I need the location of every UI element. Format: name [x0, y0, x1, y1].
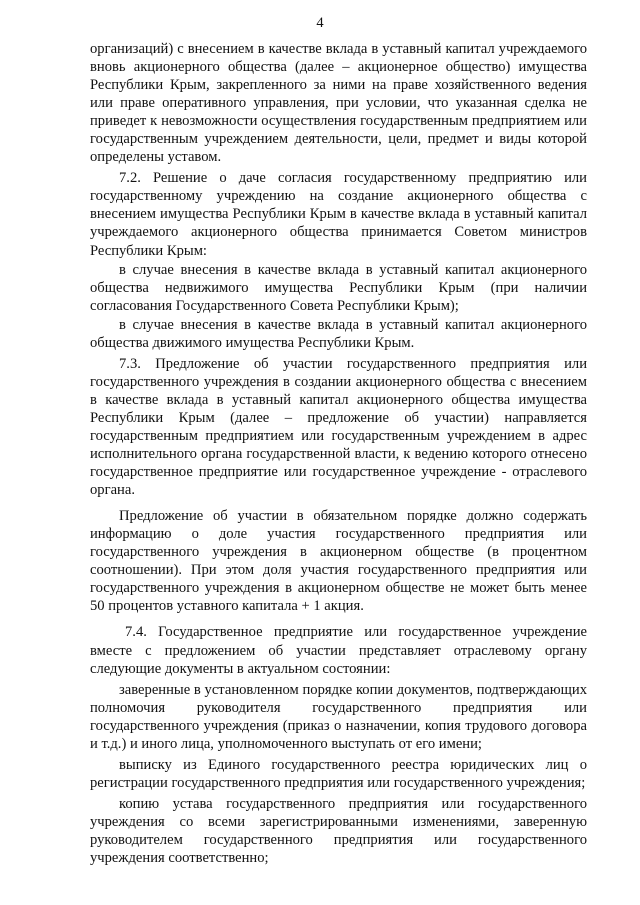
list-item-charter-copy: копию устава государственного предприятия или государственного учреждения со всеми зарегистрированными изменениями, заверенную руководителем государственного предприятия или государственного учреждения соответственно; [90, 795, 587, 867]
paragraph-continuation: организаций) с внесением в качестве вклада в уставный капитал учреждаемого вновь акционерного общества (далее – акционерное общество) имущества Республики Крым, закрепленного за ними на праве хозяйственного ведения или праве оперативного управления, при условии, что указанная сделка не приведет к невозможности осуществления государственным предприятием или государственным учреждением деятельности, цели, предмет и виды которой определены уставом. [90, 41, 587, 166]
list-item-registry-extract: выписку из Единого государственного реестра юридических лиц о регистрации государственного предприятия или государственного учреждения; [90, 756, 587, 791]
document-body [90, 40, 587, 867]
paragraph-7-3: 7.3. Предложение об участии государственного предприятия или государственного учреждения в создании акционерного общества с внесением в качестве вклада в уставный капитал акционерного общества имущества Республики Крым (далее – предложение об участии) направляется государственным предприятием или государственным учреждением в адрес исполнительного органа государственной власти, к ведению которого отнесено государственное предприятие или государственное учреждение - отраслевого органа. [90, 355, 587, 499]
page-number: 4 [316, 15, 324, 31]
paragraph-7-4: 7.4. Государственное предприятие или государственное учреждение вместе с предложением об участии представляет отраслевому органу следующие документы в актуальном состоянии: [90, 624, 587, 677]
paragraph-participation-proposal: Предложение об участии в обязательном порядке должно содержать информацию о доле участия государственного предприятия или государственного учреждения в акционерном обществе (в процентном соотношении). При этом доля участия государственного предприятия или государственного учреждения в акционерном обществе не может быть менее 50 процентов уставного капитала + 1 акция. [90, 508, 587, 615]
list-item-movable-property: в случае внесения в качестве вклада в уставный капитал акционерного общества движимого имущества Республики Крым. [90, 316, 587, 351]
paragraph-7-2: 7.2. Решение о даче согласия государственному предприятию или государственному учреждению на создание акционерного общества с внесением имущества Республики Крым в качестве вклада в уставный капитал учреждаемого акционерного общества принимается Советом министров Республики Крым: [90, 170, 587, 259]
list-item-immovable-property: в случае внесения в качестве вклада в уставный капитал акционерного общества недвижимого имущества Республики Крым (при наличии согласования Государственного Совета Республики Крым); [90, 261, 587, 314]
list-item-authority-documents: заверенные в установленном порядке копии документов, подтверждающих полномочия руководителя государственного предприятия или государственного учреждения (приказ о назначении, копия трудового договора и т.д.) и иного лица, уполномоченного выступать от его имени; [90, 681, 587, 752]
